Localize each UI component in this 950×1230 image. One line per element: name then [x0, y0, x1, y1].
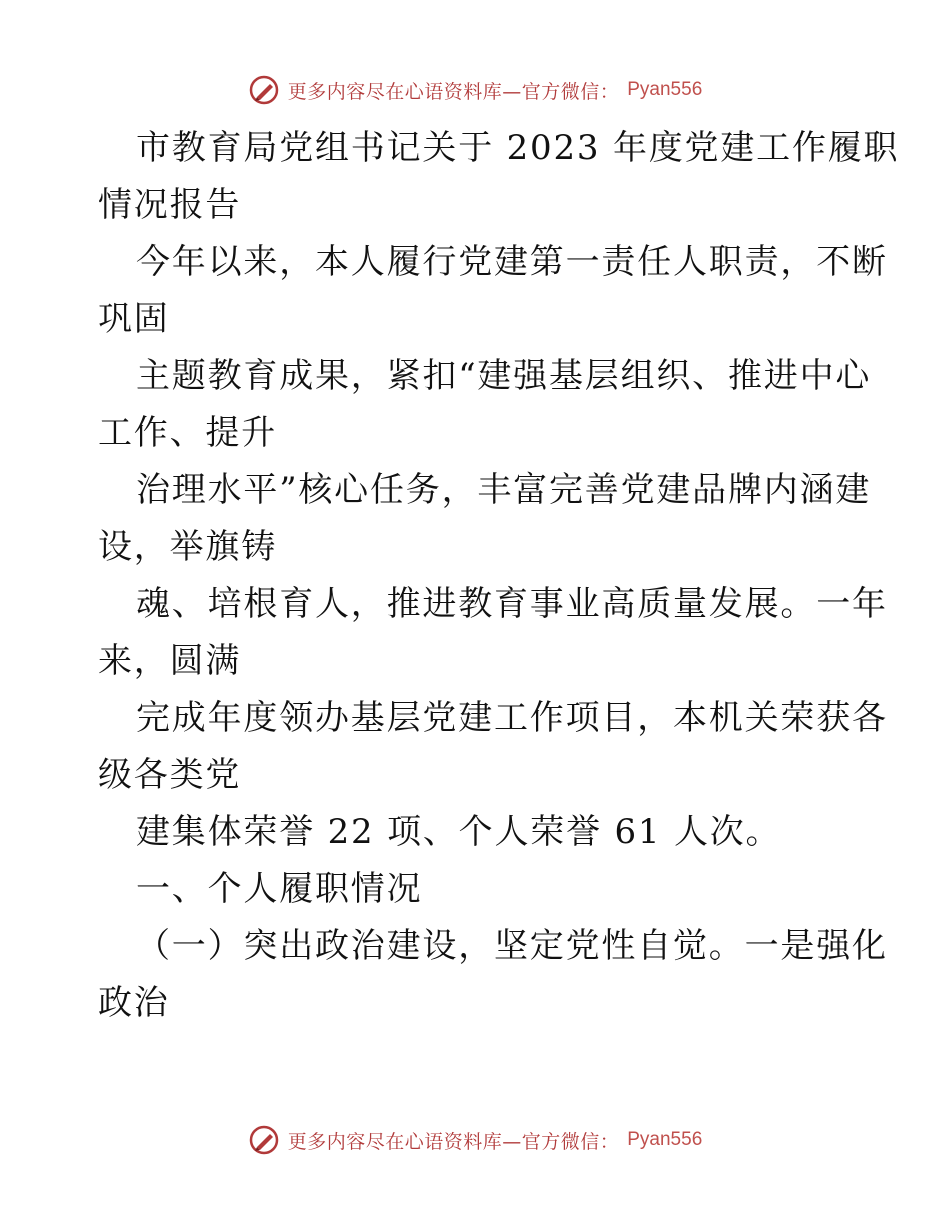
paragraph-line: 今年以来，本人履行党建第一责任人职责，不断 [136, 242, 888, 282]
paragraph-line: 治理水平”核心任务，丰富完善党建品牌内涵建 [136, 470, 872, 510]
paragraph-line: 来，圆满 [98, 641, 242, 681]
title-line-1: 市教育局党组书记关于 2023 年度党建工作履职 [136, 128, 900, 168]
paragraph-line: 级各类党 [98, 755, 242, 795]
paragraph-line: 政治 [98, 983, 170, 1023]
watermark-header [0, 70, 950, 110]
paragraph-line: 设，举旗铸 [98, 527, 277, 567]
watermark-id: Pyan556 [627, 1129, 703, 1150]
section-heading: 一、个人履职情况 [136, 869, 423, 909]
document-body [98, 120, 900, 1032]
pen-logo-icon [248, 74, 280, 106]
watermark-text: 更多内容尽在心语资料库—官方微信： [287, 80, 620, 103]
paragraph-line: 建集体荣誉 22 项、个人荣誉 61 人次。 [136, 812, 782, 852]
paragraph-line: 工作、提升 [98, 413, 277, 453]
pen-logo-icon [248, 1124, 280, 1156]
watermark-text: 更多内容尽在心语资料库—官方微信： [287, 1130, 620, 1153]
paragraph-line: 巩固 [98, 299, 170, 339]
title-line-2: 情况报告 [98, 185, 242, 225]
paragraph-line: 完成年度领办基层党建工作项目，本机关荣获各 [136, 698, 888, 738]
subsection-line: （一）突出政治建设，坚定党性自觉。一是强化 [136, 926, 888, 966]
watermark-id: Pyan556 [627, 79, 703, 100]
watermark-footer [0, 1120, 950, 1160]
paragraph-line: 魂、培根育人，推进教育事业高质量发展。一年 [136, 584, 888, 624]
paragraph-line: 主题教育成果，紧扣“建强基层组织、推进中心 [136, 356, 872, 396]
